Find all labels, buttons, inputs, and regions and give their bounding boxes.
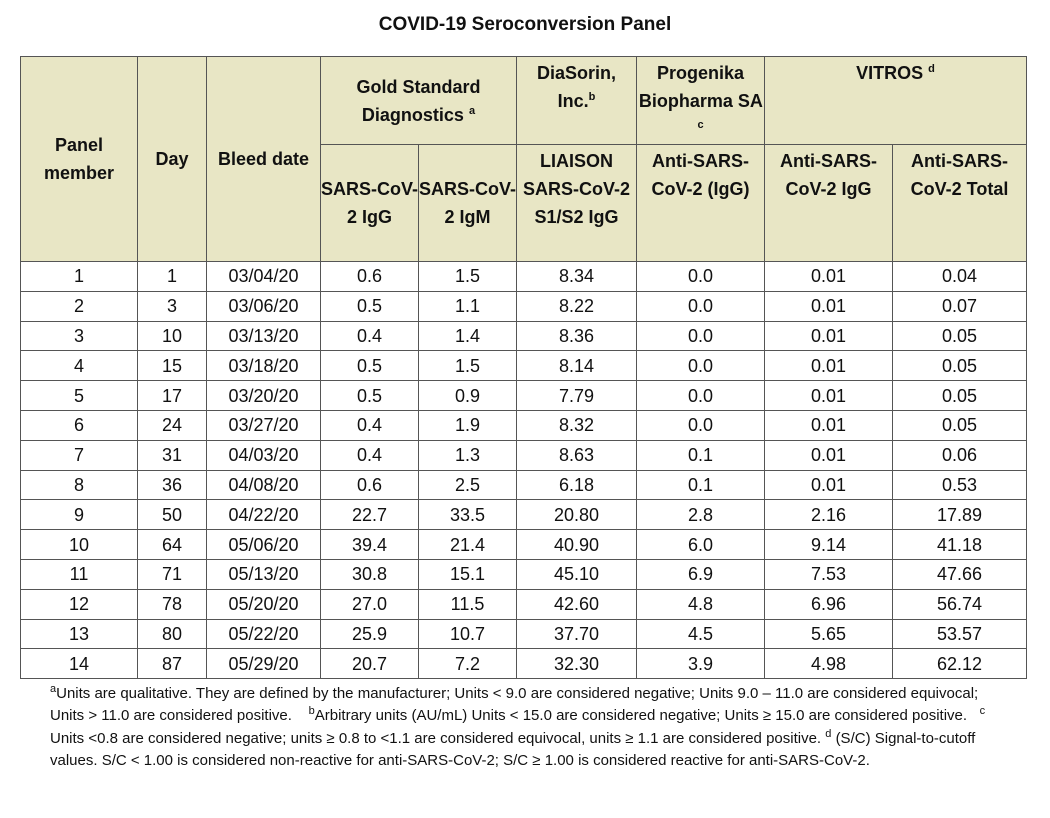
cell-day: 87	[138, 649, 207, 679]
cell-date: 03/18/20	[207, 351, 321, 381]
footnote-c: Units <0.8 are considered negative; units ≥ 0.8 to <1.1 are considered equivocal, units ≥ 1.1 are considered positive.	[50, 729, 822, 747]
table-row	[21, 559, 1027, 589]
footnote-b-marker: b	[308, 705, 315, 718]
cell-member: 5	[21, 381, 138, 411]
cell-vitros-igg: 2.16	[765, 500, 893, 530]
cell-date: 05/13/20	[207, 559, 321, 589]
table-row	[21, 321, 1027, 351]
page-title: COVID-19 Seroconversion Panel	[378, 14, 672, 35]
cell-igm: 1.5	[419, 351, 517, 381]
cell-date: 03/13/20	[207, 321, 321, 351]
cell-igg: 27.0	[321, 589, 419, 619]
cell-liaison: 8.32	[517, 410, 637, 440]
header-vitros: VITROS $^d$	[765, 57, 1027, 145]
cell-progenika: 4.8	[637, 589, 765, 619]
cell-igm: 10.7	[419, 619, 517, 649]
cell-igg: 0.5	[321, 351, 419, 381]
cell-day: 78	[138, 589, 207, 619]
cell-progenika: 0.0	[637, 381, 765, 411]
cell-vitros-igg: 7.53	[765, 559, 893, 589]
cell-day: 80	[138, 619, 207, 649]
cell-igm: 11.5	[419, 589, 517, 619]
cell-vitros-total: 53.57	[893, 619, 1027, 649]
cell-vitros-total: 0.07	[893, 291, 1027, 321]
cell-vitros-igg: 9.14	[765, 530, 893, 560]
footnotes	[50, 683, 1010, 773]
cell-date: 05/29/20	[207, 649, 321, 679]
cell-member: 1	[21, 262, 138, 292]
cell-liaison: 6.18	[517, 470, 637, 500]
cell-igg: 0.4	[321, 440, 419, 470]
cell-date: 04/03/20	[207, 440, 321, 470]
cell-progenika: 0.0	[637, 291, 765, 321]
cell-liaison: 37.70	[517, 619, 637, 649]
cell-member: 11	[21, 559, 138, 589]
cell-vitros-total: 56.74	[893, 589, 1027, 619]
table-row	[21, 649, 1027, 679]
cell-date: 05/06/20	[207, 530, 321, 560]
cell-igg: 0.6	[321, 470, 419, 500]
cell-day: 15	[138, 351, 207, 381]
cell-vitros-igg: 6.96	[765, 589, 893, 619]
cell-liaison: 7.79	[517, 381, 637, 411]
cell-igm: 15.1	[419, 559, 517, 589]
header-anti-sars-progenika: Anti-SARS-CoV-2 (IgG)	[637, 145, 765, 262]
cell-igg: 0.5	[321, 291, 419, 321]
cell-day: 71	[138, 559, 207, 589]
cell-day: 1	[138, 262, 207, 292]
table-row	[21, 410, 1027, 440]
header-diasorin: DiaSorin, Inc.$^b$	[517, 57, 637, 145]
table-row	[21, 530, 1027, 560]
cell-progenika: 0.0	[637, 410, 765, 440]
cell-member: 10	[21, 530, 138, 560]
table-row	[21, 500, 1027, 530]
cell-vitros-igg: 0.01	[765, 381, 893, 411]
header-anti-sars-igg: Anti-SARS-CoV-2 IgG	[765, 145, 893, 262]
cell-day: 31	[138, 440, 207, 470]
cell-vitros-igg: 0.01	[765, 321, 893, 351]
table-row	[21, 440, 1027, 470]
cell-vitros-total: 0.05	[893, 410, 1027, 440]
cell-liaison: 8.34	[517, 262, 637, 292]
header-panel-member: Panel member	[21, 57, 138, 262]
cell-member: 7	[21, 440, 138, 470]
cell-progenika: 4.5	[637, 619, 765, 649]
cell-member: 13	[21, 619, 138, 649]
cell-vitros-total: 17.89	[893, 500, 1027, 530]
cell-igg: 39.4	[321, 530, 419, 560]
table-row	[21, 589, 1027, 619]
cell-date: 03/20/20	[207, 381, 321, 411]
cell-liaison: 8.22	[517, 291, 637, 321]
cell-day: 10	[138, 321, 207, 351]
footnote-a-marker: a	[50, 683, 57, 695]
table-row	[21, 291, 1027, 321]
cell-igm: 1.4	[419, 321, 517, 351]
table-row	[21, 262, 1027, 292]
cell-vitros-total: 62.12	[893, 649, 1027, 679]
cell-date: 05/22/20	[207, 619, 321, 649]
cell-vitros-total: 0.05	[893, 351, 1027, 381]
cell-igm: 1.9	[419, 410, 517, 440]
header-sars-igg: SARS-CoV-2 IgG	[321, 145, 419, 262]
cell-liaison: 42.60	[517, 589, 637, 619]
cell-igm: 1.5	[419, 262, 517, 292]
cell-day: 64	[138, 530, 207, 560]
cell-liaison: 40.90	[517, 530, 637, 560]
cell-date: 05/20/20	[207, 589, 321, 619]
cell-igg: 25.9	[321, 619, 419, 649]
footnote-b: Arbitrary units (AU/mL) Units < 15.0 are considered negative; Units ≥ 15.0 are considered positive.	[314, 707, 968, 725]
cell-member: 14	[21, 649, 138, 679]
cell-vitros-total: 0.05	[893, 321, 1027, 351]
cell-igm: 21.4	[419, 530, 517, 560]
cell-date: 03/04/20	[207, 262, 321, 292]
cell-liaison: 20.80	[517, 500, 637, 530]
cell-day: 24	[138, 410, 207, 440]
cell-date: 04/08/20	[207, 470, 321, 500]
cell-progenika: 0.1	[637, 470, 765, 500]
cell-date: 04/22/20	[207, 500, 321, 530]
cell-progenika: 2.8	[637, 500, 765, 530]
header-sars-igm: SARS-CoV-2 IgM	[419, 145, 517, 262]
cell-vitros-igg: 0.01	[765, 440, 893, 470]
cell-day: 17	[138, 381, 207, 411]
cell-progenika: 0.0	[637, 262, 765, 292]
cell-igm: 2.5	[419, 470, 517, 500]
cell-vitros-igg: 0.01	[765, 410, 893, 440]
header-gold-standard: Gold Standard Diagnostics $^a$	[321, 57, 517, 145]
cell-vitros-igg: 4.98	[765, 649, 893, 679]
seroconversion-table	[20, 56, 1027, 679]
cell-igm: 1.1	[419, 291, 517, 321]
table-body	[21, 262, 1027, 679]
cell-vitros-total: 0.53	[893, 470, 1027, 500]
cell-member: 3	[21, 321, 138, 351]
cell-progenika: 0.1	[637, 440, 765, 470]
footnote-d-marker: d	[825, 727, 832, 740]
cell-igg: 0.4	[321, 410, 419, 440]
cell-day: 3	[138, 291, 207, 321]
cell-vitros-igg: 0.01	[765, 291, 893, 321]
footnote-a: Units are qualitative. They are defined by the manufacturer; Units < 9.0 are considered negative; Units 9.0 – 11.0 are considered equivocal; Units > 11.0 are considered positive.	[50, 685, 979, 725]
cell-date: 03/06/20	[207, 291, 321, 321]
cell-vitros-total: 0.05	[893, 381, 1027, 411]
cell-liaison: 8.14	[517, 351, 637, 381]
cell-vitros-total: 0.06	[893, 440, 1027, 470]
cell-vitros-total: 41.18	[893, 530, 1027, 560]
table-row	[21, 381, 1027, 411]
table-row	[21, 351, 1027, 381]
cell-liaison: 32.30	[517, 649, 637, 679]
cell-igg: 0.4	[321, 321, 419, 351]
cell-progenika: 0.0	[637, 351, 765, 381]
cell-igg: 0.6	[321, 262, 419, 292]
cell-vitros-total: 47.66	[893, 559, 1027, 589]
cell-vitros-igg: 5.65	[765, 619, 893, 649]
cell-igm: 7.2	[419, 649, 517, 679]
cell-igg: 20.7	[321, 649, 419, 679]
table-row	[21, 470, 1027, 500]
cell-member: 12	[21, 589, 138, 619]
cell-igm: 33.5	[419, 500, 517, 530]
cell-liaison: 8.36	[517, 321, 637, 351]
cell-progenika: 6.0	[637, 530, 765, 560]
cell-progenika: 0.0	[637, 321, 765, 351]
cell-vitros-total: 0.04	[893, 262, 1027, 292]
header-anti-sars-total: Anti-SARS-CoV-2 Total	[893, 145, 1027, 262]
cell-progenika: 3.9	[637, 649, 765, 679]
cell-liaison: 8.63	[517, 440, 637, 470]
cell-member: 8	[21, 470, 138, 500]
cell-igm: 1.3	[419, 440, 517, 470]
cell-member: 2	[21, 291, 138, 321]
header-liaison: LIAISON SARS-CoV-2 S1/S2 IgG	[517, 145, 637, 262]
cell-igm: 0.9	[419, 381, 517, 411]
cell-member: 9	[21, 500, 138, 530]
cell-day: 36	[138, 470, 207, 500]
table-row	[21, 619, 1027, 649]
cell-igg: 0.5	[321, 381, 419, 411]
cell-vitros-igg: 0.01	[765, 262, 893, 292]
cell-day: 50	[138, 500, 207, 530]
header-progenika: Progenika Biopharma SA $^c$	[637, 57, 765, 145]
cell-progenika: 6.9	[637, 559, 765, 589]
cell-vitros-igg: 0.01	[765, 351, 893, 381]
cell-date: 03/27/20	[207, 410, 321, 440]
cell-member: 4	[21, 351, 138, 381]
cell-liaison: 45.10	[517, 559, 637, 589]
footnote-c-marker: c	[979, 705, 986, 718]
cell-igg: 30.8	[321, 559, 419, 589]
cell-vitros-igg: 0.01	[765, 470, 893, 500]
cell-member: 6	[21, 410, 138, 440]
footnote-d: (S/C) Signal-to-cutoff values. S/C < 1.00 is considered non-reactive for anti-SARS-CoV-2; S/C ≥ 1.00 is considered reactive for anti-SARS-CoV-2.	[50, 729, 976, 770]
header-bleed-date: Bleed date	[207, 57, 321, 262]
cell-igg: 22.7	[321, 500, 419, 530]
header-day: Day	[138, 57, 207, 262]
